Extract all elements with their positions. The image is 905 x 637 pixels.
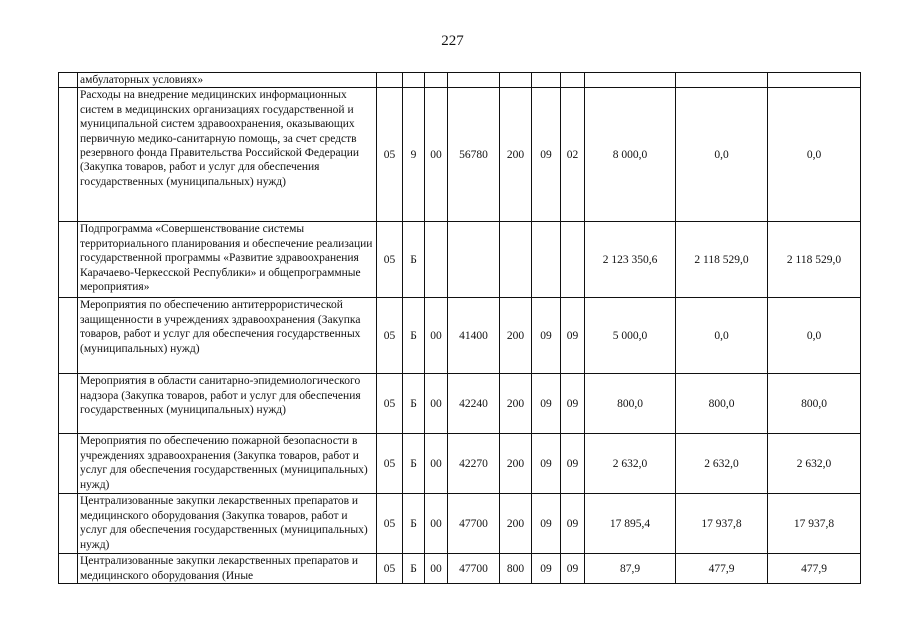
program-code: Б [403,554,425,584]
amount-year-3: 0,0 [768,88,861,222]
amount-year-2: 17 937,8 [676,494,768,554]
program-code: Б [403,298,425,374]
row-number-cell [59,494,78,554]
table-row [59,494,861,554]
direction-code [448,222,500,298]
row-number-cell [59,88,78,222]
amount-year-1: 2 123 350,6 [585,222,676,298]
section-code: 05 [377,374,403,434]
amount-year-3: 477,9 [768,554,861,584]
table-row [59,554,861,584]
program-code: 9 [403,88,425,222]
amount-year-3: 0,0 [768,298,861,374]
division-code: 09 [532,554,561,584]
expense-type-code [500,73,532,88]
table-row [59,222,861,298]
direction-code: 56780 [448,88,500,222]
row-description: амбулаторных условиях» [78,73,377,88]
section-code: 05 [377,222,403,298]
expense-type-code: 200 [500,88,532,222]
row-description: Расходы на внедрение медицинских информационных систем в медицинских организациях государственной и муниципальной систем здравоохранения, оказывающих первичную медико-санитарную помощь, за счет средств резервного фонда Правительства Российской Федерации (Закупка товаров, работ и услуг для обеспечения государственных (муниципальных) нужд) [78,88,377,222]
amount-year-2: 0,0 [676,88,768,222]
amount-year-3: 17 937,8 [768,494,861,554]
program-code: Б [403,374,425,434]
expense-type-code: 200 [500,434,532,494]
amount-year-1: 87,9 [585,554,676,584]
subdivision-code: 09 [561,494,585,554]
subprogram-code: 00 [425,374,448,434]
table-row [59,88,861,222]
amount-year-2: 800,0 [676,374,768,434]
section-code: 05 [377,88,403,222]
amount-year-3: 800,0 [768,374,861,434]
expense-type-code [500,222,532,298]
amount-year-2: 0,0 [676,298,768,374]
subdivision-code [561,222,585,298]
table-row [59,73,861,88]
subprogram-code: 00 [425,554,448,584]
subdivision-code: 09 [561,298,585,374]
expense-type-code: 200 [500,494,532,554]
subprogram-code [425,222,448,298]
subprogram-code: 00 [425,298,448,374]
direction-code: 41400 [448,298,500,374]
row-description: Мероприятия по обеспечению антитеррористической защищенности в учреждениях здравоохранения (Закупка товаров, работ и услуг для обеспечения государственных (муниципальных) нужд) [78,298,377,374]
program-code: Б [403,434,425,494]
row-description: Мероприятия по обеспечению пожарной безопасности в учреждениях здравоохранения (Закупка товаров, работ и услуг для обеспечения государственных (муниципальных) нужд) [78,434,377,494]
division-code: 09 [532,494,561,554]
expense-type-code: 800 [500,554,532,584]
program-code [403,73,425,88]
subdivision-code [561,73,585,88]
subprogram-code: 00 [425,434,448,494]
section-code: 05 [377,434,403,494]
expense-type-code: 200 [500,298,532,374]
division-code: 09 [532,298,561,374]
direction-code: 47700 [448,494,500,554]
amount-year-1: 2 632,0 [585,434,676,494]
subdivision-code: 09 [561,434,585,494]
table-row [59,298,861,374]
page-number: 227 [441,33,464,49]
amount-year-1: 8 000,0 [585,88,676,222]
amount-year-1: 800,0 [585,374,676,434]
amount-year-3: 2 632,0 [768,434,861,494]
section-code: 05 [377,494,403,554]
amount-year-3 [768,73,861,88]
subdivision-code: 09 [561,554,585,584]
direction-code [448,73,500,88]
row-number-cell [59,222,78,298]
amount-year-2 [676,73,768,88]
amount-year-1: 17 895,4 [585,494,676,554]
budget-table [58,72,861,584]
amount-year-2: 2 118 529,0 [676,222,768,298]
division-code [532,222,561,298]
program-code: Б [403,494,425,554]
row-number-cell [59,554,78,584]
expense-type-code: 200 [500,374,532,434]
division-code: 09 [532,434,561,494]
subprogram-code [425,73,448,88]
amount-year-1 [585,73,676,88]
section-code: 05 [377,298,403,374]
row-description: Централизованные закупки лекарственных препаратов и медицинского оборудования (Иные [78,554,377,584]
table-row [59,374,861,434]
amount-year-2: 2 632,0 [676,434,768,494]
division-code [532,73,561,88]
row-number-cell [59,73,78,88]
row-description: Подпрограмма «Совершенствование системы территориального планирования и обеспечение реализации государственной программы «Развитие здравоохранения Карачаево-Черкесской Республики» и общепрограммные мероприятия» [78,222,377,298]
row-number-cell [59,374,78,434]
row-number-cell [59,434,78,494]
amount-year-3: 2 118 529,0 [768,222,861,298]
subdivision-code: 09 [561,374,585,434]
row-description: Мероприятия в области санитарно-эпидемиологического надзора (Закупка товаров, работ и услуг для обеспечения государственных (муниципальных) нужд) [78,374,377,434]
subdivision-code: 02 [561,88,585,222]
section-code [377,73,403,88]
amount-year-2: 477,9 [676,554,768,584]
amount-year-1: 5 000,0 [585,298,676,374]
program-code: Б [403,222,425,298]
subprogram-code: 00 [425,494,448,554]
section-code: 05 [377,554,403,584]
direction-code: 47700 [448,554,500,584]
division-code: 09 [532,374,561,434]
table-row [59,434,861,494]
division-code: 09 [532,88,561,222]
direction-code: 42270 [448,434,500,494]
row-description: Централизованные закупки лекарственных препаратов и медицинского оборудования (Закупка товаров, работ и услуг для обеспечения государственных (муниципальных) нужд) [78,494,377,554]
direction-code: 42240 [448,374,500,434]
subprogram-code: 00 [425,88,448,222]
row-number-cell [59,298,78,374]
